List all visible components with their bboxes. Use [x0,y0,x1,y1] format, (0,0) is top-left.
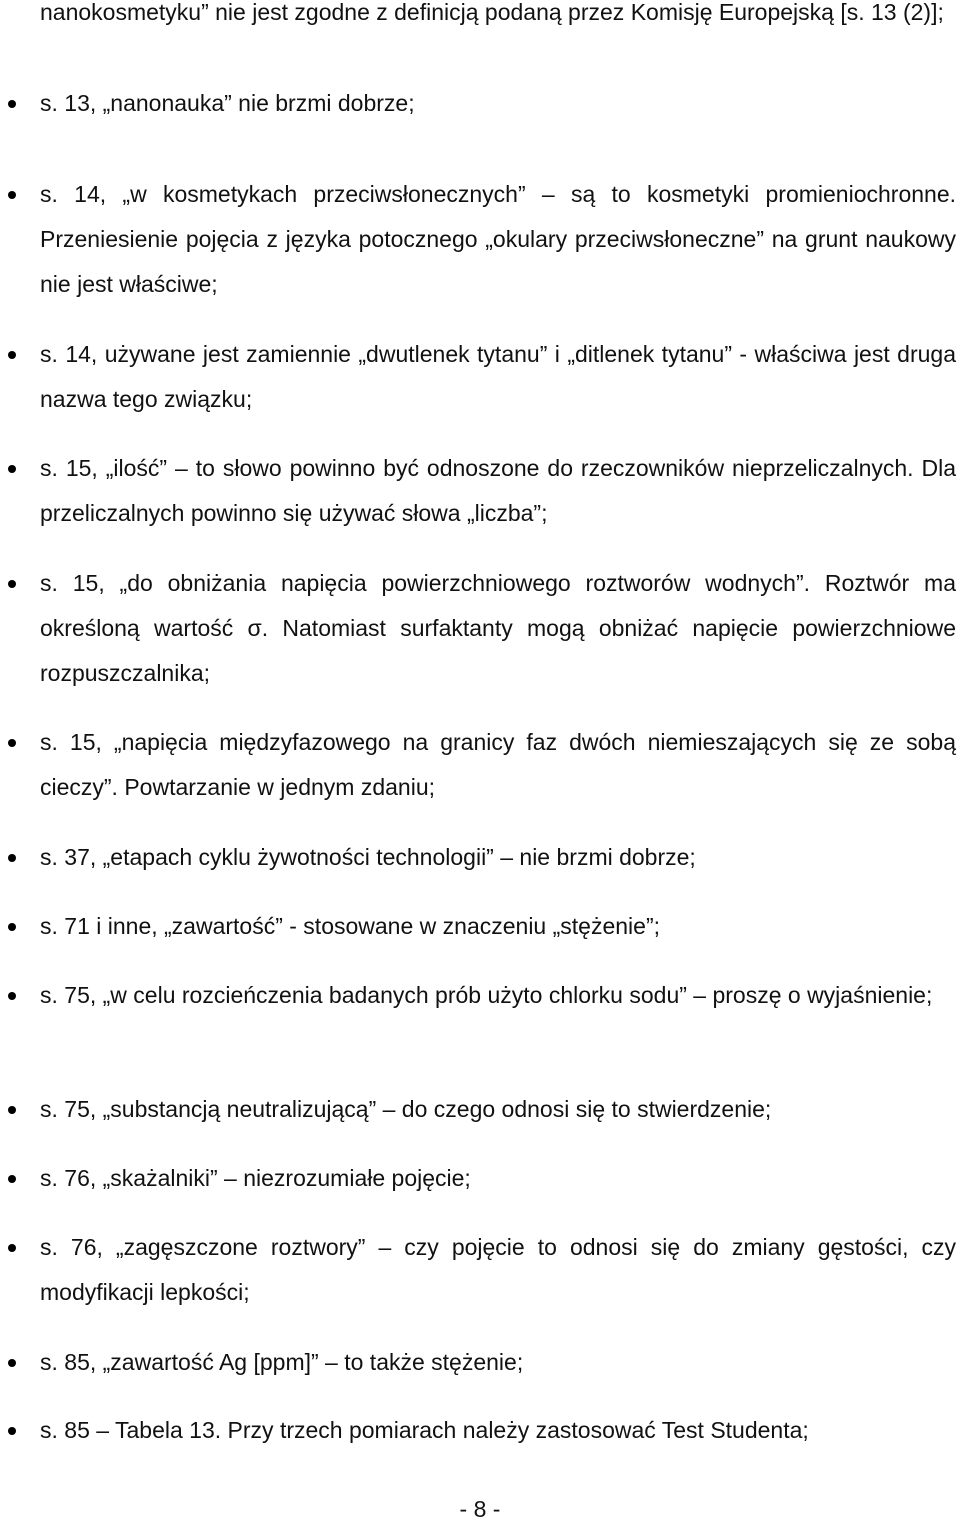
list-item [40,904,956,949]
list-item-text: s. 15, „do obniżania napięcia powierzchniowego roztworów wodnych”. Roztwór ma określoną wartość σ. Natomiast surfaktanty mogą obniżać napięcie powierzchniowe rozpuszczalnika; [40,570,956,686]
bullet-icon [8,1175,16,1183]
bullet-icon [8,1359,16,1367]
list-item-text: s. 37, „etapach cyklu żywotności technologii” – nie brzmi dobrze; [40,844,696,870]
list-item-continuation [40,0,956,35]
bullet-icon [8,465,16,473]
bullet-icon [8,1244,16,1252]
list-item-text: s. 14, „w kosmetykach przeciwsłonecznych” – są to kosmetyki promieniochronne. Przeniesienie pojęcia z języka potocznego „okulary przeciwsłoneczne” na grunt naukowy nie jest właściwe; [40,181,956,297]
list-item [40,835,956,880]
list-item [40,172,956,307]
list-item-text: s. 15, „ilość” – to słowo powinno być odnoszone do rzeczowników nieprzeliczalnych. Dla przeliczalnych powinno się używać słowa „liczba”; [40,455,956,526]
list-item [40,81,956,126]
bullet-icon [8,351,16,359]
list-item [40,1225,956,1315]
bullet-icon [8,1106,16,1114]
list-item-text: s. 75, „substancją neutralizującą” – do czego odnosi się to stwierdzenie; [40,1096,772,1122]
list-item-text: s. 76, „zagęszczone roztwory” – czy pojęcie to odnosi się do zmiany gęstości, czy modyfikacji lepkości; [40,1234,956,1305]
bullet-icon [8,100,16,108]
list-item [40,561,956,696]
list-item [40,720,956,810]
bullet-icon [8,739,16,747]
list-item [40,446,956,536]
bullet-icon [8,992,16,1000]
list-item-text: nanokosmetyku” nie jest zgodne z definicją podaną przez Komisję Europejską [s. 13 (2)]; [40,0,944,25]
list-item-text: s. 85, „zawartość Ag [ppm]” – to także stężenie; [40,1349,524,1375]
list-item [40,1408,956,1453]
list-item [40,1156,956,1201]
bullet-icon [8,923,16,931]
bullet-icon [8,854,16,862]
list-item-text: s. 15, „napięcia międzyfazowego na granicy faz dwóch niemieszających się ze sobą cieczy”. Powtarzanie w jednym zdaniu; [40,729,956,800]
list-item [40,973,956,1018]
list-item-text: s. 75, „w celu rozcieńczenia badanych prób użyto chlorku sodu” – proszę o wyjaśnienie; [40,982,933,1008]
list-item [40,1087,956,1132]
list-item-text: s. 85 – Tabela 13. Przy trzech pomiarach należy zastosować Test Studenta; [40,1417,809,1443]
list-item-text: s. 13, „nanonauka” nie brzmi dobrze; [40,90,415,116]
page-number: - 8 - [459,1496,501,1522]
bullet-icon [8,1427,16,1435]
list-item-text: s. 71 i inne, „zawartość” - stosowane w znaczeniu „stężenie”; [40,913,660,939]
list-item-text: s. 76, „skażalniki” – niezrozumiałe pojęcie; [40,1165,471,1191]
bullet-icon [8,580,16,588]
bullet-icon [8,191,16,199]
list-item [40,1340,956,1385]
list-item [40,332,956,422]
list-item-text: s. 14, używane jest zamiennie „dwutlenek tytanu” i „ditlenek tytanu” - właściwa jest druga nazwa tego związku; [40,341,956,412]
